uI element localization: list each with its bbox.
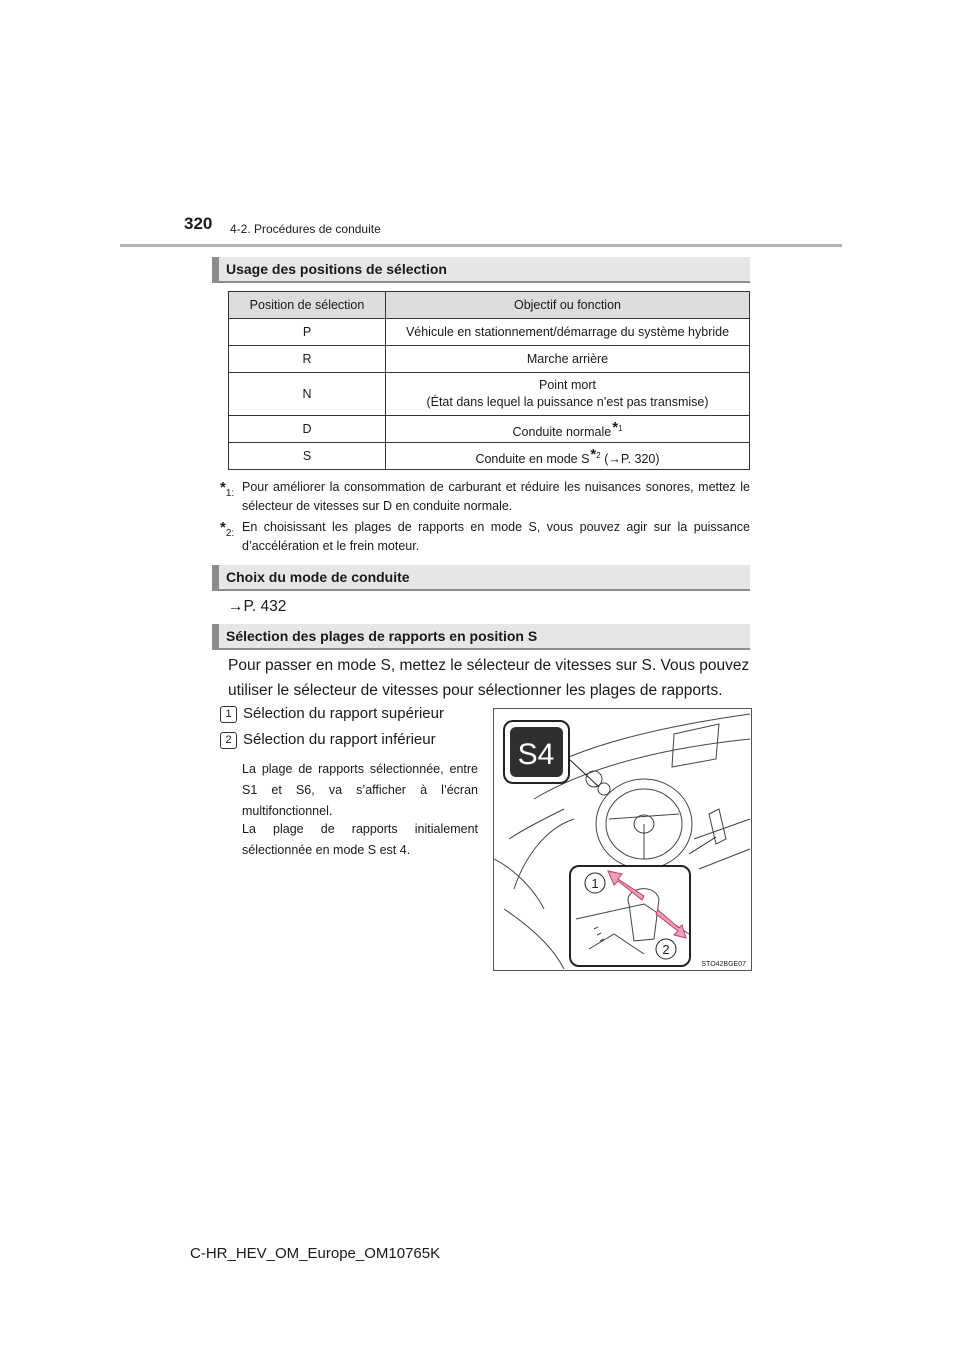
- section-heading-mode: [212, 565, 750, 591]
- function-text: Point mort: [539, 378, 596, 392]
- page-reference-link[interactable]: →P. 432: [228, 598, 287, 615]
- cell-position: P: [229, 319, 386, 346]
- step-1-text: Sélection du rapport supérieur: [243, 705, 444, 722]
- info-paragraph-1: La plage de rapports sélectionnée, entre S1 et S6, va s’afficher à l’écran multifonctionnel.: [242, 762, 478, 818]
- table-row: [229, 373, 750, 416]
- footnote-2: [220, 518, 750, 556]
- table-row: [229, 443, 750, 470]
- function-text: Conduite normale: [512, 425, 612, 439]
- function-text: Conduite en mode S: [475, 452, 590, 466]
- cell-position: D: [229, 416, 386, 443]
- footnote-text: En choisissant les plages de rapports en mode S, vous pouvez agir sur la puissance d’accélération et le frein moteur.: [242, 520, 750, 553]
- footnote-mark: 2:: [225, 528, 235, 539]
- intro-paragraph: Pour passer en mode S, mettez le sélecteur de vitesses sur S. Vous pouvez utiliser le sélecteur de vitesses pour sélectionner les plages de rapports.: [228, 657, 750, 699]
- section-title: Choix du mode de conduite: [226, 569, 410, 585]
- footnote-star: *: [220, 479, 226, 496]
- step-number-1: 1: [220, 706, 237, 723]
- function-subtext: (État dans lequel la puissance n’est pas transmise): [426, 395, 709, 409]
- footnote-ref: 2: [596, 450, 601, 460]
- gear-display-text: S4: [517, 738, 555, 771]
- footnote-star: *: [590, 446, 597, 463]
- step-number-2: 2: [220, 732, 237, 749]
- page-number: 320: [184, 214, 213, 233]
- callout-2: 2: [662, 942, 670, 957]
- selection-table: [228, 291, 750, 470]
- section-title: Sélection des plages de rapports en position S: [226, 628, 538, 644]
- cell-function: [386, 373, 750, 416]
- chapter-title: 4-2. Procédures de conduite: [230, 222, 381, 236]
- table-header-position: Position de sélection: [229, 292, 386, 319]
- table-header-function: Objectif ou fonction: [386, 292, 750, 319]
- page-reference-link[interactable]: (→P. 320): [604, 452, 660, 466]
- table-row: [229, 416, 750, 443]
- cockpit-drawing: [494, 709, 751, 970]
- callout-1: 1: [591, 876, 599, 891]
- cell-position: S: [229, 443, 386, 470]
- footnote-star: *: [612, 419, 619, 436]
- table-row: [229, 319, 750, 346]
- cell-function: [386, 416, 750, 443]
- footnote-star: *: [220, 519, 226, 536]
- cell-function: Véhicule en stationnement/démarrage du système hybride: [386, 319, 750, 346]
- document-footer: C-HR_HEV_OM_Europe_OM10765K: [190, 1245, 441, 1262]
- section-title: Usage des positions de sélection: [226, 261, 447, 277]
- table-row: [229, 346, 750, 373]
- cell-function: [386, 443, 750, 470]
- cell-position: N: [229, 373, 386, 416]
- figure-code: STO42BGE07: [701, 961, 746, 968]
- cell-function: Marche arrière: [386, 346, 750, 373]
- section-heading-plages: [212, 624, 750, 650]
- table-header-row: [229, 292, 750, 319]
- gear-selector-illustration: [493, 708, 752, 971]
- cell-position: R: [229, 346, 386, 373]
- section-heading-usage: [212, 257, 750, 283]
- info-paragraph-2: La plage de rapports initialement sélectionnée en mode S est 4.: [242, 822, 478, 857]
- footnote-1: [220, 478, 750, 516]
- header-rule: [120, 244, 842, 247]
- footnote-text: Pour améliorer la consommation de carburant et réduire les nuisances sonores, mettez le sélecteur de vitesses sur D en conduite normale.: [242, 480, 750, 513]
- footnote-ref: 1: [618, 423, 623, 433]
- step-2-text: Sélection du rapport inférieur: [243, 731, 436, 748]
- footnote-mark: 1:: [225, 488, 235, 499]
